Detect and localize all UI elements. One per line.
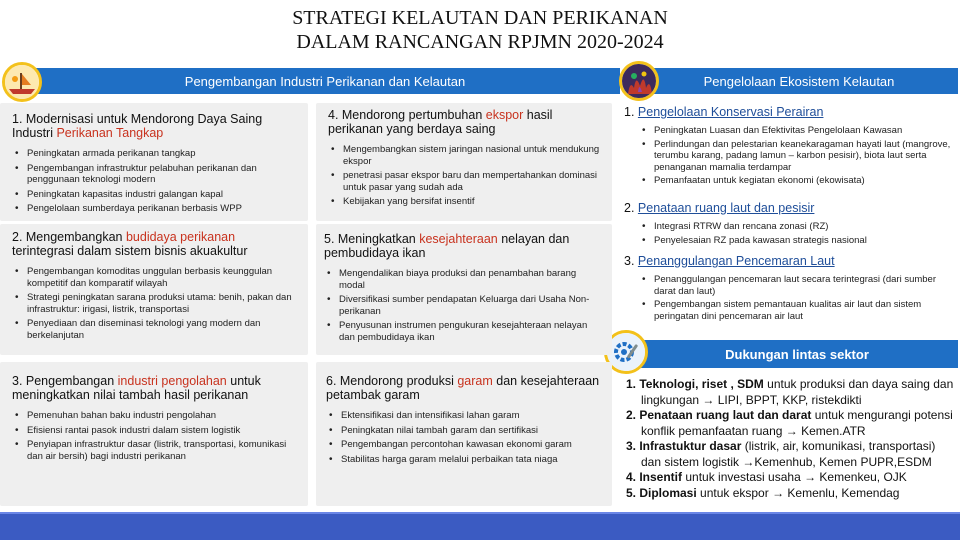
strategy-3-heading: 3. Pengembangan industri pengolahan untuk meningkatkan nilai tambah hasil perikanan — [12, 374, 261, 402]
strategy-box-3 — [0, 362, 308, 506]
dukungan-item: 2. Penataan ruang laut dan darat untuk mengurangi potensi konflik pemanfaatan ruang → Kemen.ATR — [626, 408, 953, 438]
list-item: • Ektensifikasi dan intensifikasi lahan garam — [326, 410, 604, 422]
list-item: • Mengendalikan biaya produksi dan penambahan barang modal — [324, 268, 604, 291]
strategy-box-2 — [0, 224, 308, 355]
ekosistem-section-3 — [624, 254, 960, 324]
strategy-6-heading: 6. Mendorong produksi garam dan kesejahteraan petambak garam — [326, 374, 600, 402]
strategy-4-heading: 4. Mendorong pertumbuhan ekspor hasil perikanan yang berdaya saing — [328, 108, 553, 136]
banner-ekosistem: Pengelolaan Ekosistem Kelautan — [640, 68, 958, 94]
strategy-box-4 — [316, 103, 612, 221]
list-item: • Penyediaan dan diseminasi teknologi yang modern dan berkelanjutan — [12, 318, 300, 341]
dukungan-item: 1. Teknologi, riset , SDM untuk produksi dan daya saing dan lingkungan → LIPI, BPPT, KKP, ristekdikti — [626, 377, 954, 407]
list-item: • Perlindungan dan pelestarian keanekaragaman hayati laut (mangrove, terumbu karang, padang lamun – karbon pesisir), biota laut serta penanganan mamalia terdampar — [624, 139, 960, 174]
list-item: • Penanggulangan pencemaran laut secara terintegrasi (dari sumber darat dan laut) — [624, 274, 960, 297]
list-item: • Peningkatan Luasan dan Efektivitas Pengelolaan Kawasan — [624, 125, 960, 137]
dukungan-item: 3. Infrastuktur dasar (listrik, air, komunikasi, transportasi) dan sistem logistik →Kemenhub, Kemen PUPR,ESDM — [626, 439, 936, 469]
banner-dukungan: Dukungan lintas sektor — [636, 340, 958, 368]
list-item: • Penyelesaian RZ pada kawasan strategis nasional — [624, 235, 960, 247]
list-item: • Peningkatan kapasitas industri galangan kapal — [12, 189, 300, 201]
list-item: • Pemanfaatan untuk kegiatan ekonomi (ekowisata) — [624, 175, 960, 187]
dukungan-list — [626, 377, 958, 501]
list-item: • Diversifikasi sumber pendapatan Keluarga dari Usaha Non-perikanan — [324, 294, 604, 317]
strategy-2-list — [12, 266, 300, 341]
list-item: • Pengembangan komoditas unggulan berbasis keunggulan kompetitif dan komparatif wilayah — [12, 266, 300, 289]
list-item: • Pengembangan sistem pemantauan kualitas air laut dan sistem peringatan dini pencemaran air laut — [624, 299, 960, 322]
strategy-3-list — [12, 410, 300, 462]
ekosistem-1-list — [624, 125, 960, 187]
strategy-4-list — [328, 144, 604, 208]
strategy-box-5 — [316, 224, 612, 355]
ekosistem-3-list — [624, 274, 960, 322]
ekosistem-section-1 — [624, 105, 960, 189]
fishing-boat-icon — [2, 62, 42, 102]
ekosistem-3-heading: 3. Penanggulangan Pencemaran Laut — [624, 254, 835, 268]
banner-industri: Pengembangan Industri Perikanan dan Kelautan — [30, 68, 620, 94]
title-line-2: DALAM RANCANGAN RPJMN 2020-2024 — [296, 31, 664, 53]
strategy-1-heading: 1. Modernisasi untuk Mendorong Daya Saing Industri Perikanan Tangkap — [12, 112, 263, 140]
list-item: • Kebijakan yang bersifat insentif — [328, 196, 604, 208]
ekosistem-section-2 — [624, 201, 960, 248]
ekosistem-2-heading: 2. Penataan ruang laut dan pesisir — [624, 201, 815, 215]
strategy-box-1 — [0, 103, 308, 221]
list-item: • Pengembangan infrastruktur pelabuhan perikanan dan penggunaan teknologi modern — [12, 163, 300, 186]
page-title — [0, 6, 960, 54]
strategy-5-heading: 5. Meningkatkan kesejahteraan nelayan dan pembudidaya ikan — [324, 232, 570, 260]
dukungan-item: 5. Diplomasi untuk ekspor → Kemenlu, Kemendag — [626, 485, 900, 500]
list-item: • Peningkatan nilai tambah garam dan sertifikasi — [326, 425, 604, 437]
ekosistem-1-heading: 1. Pengelolaan Konservasi Perairan — [624, 105, 824, 119]
list-item: • Efisiensi rantai pasok industri dalam sistem logistik — [12, 425, 300, 437]
list-item: • Penyusunan instrumen pengukuran kesejahteraan nelayan dan pembudidaya ikan — [324, 320, 604, 343]
dukungan-item: 4. Insentif untuk investasi usaha → Kemenkeu, OJK — [626, 470, 907, 484]
list-item: • Pemenuhan bahan baku industri pengolahan — [12, 410, 300, 422]
strategy-1-list — [12, 148, 300, 215]
list-item: • Stabilitas harga garam melalui perbaikan tata niaga — [326, 454, 604, 466]
ekosistem-2-list — [624, 221, 960, 246]
list-item: • Integrasi RTRW dan rencana zonasi (RZ) — [624, 221, 960, 233]
list-item: • penetrasi pasar ekspor baru dan mempertahankan dominasi untuk pasar yang sudah ada — [328, 170, 604, 193]
footer-bar — [0, 512, 960, 540]
list-item: • Pengelolaan sumberdaya perikanan berbasis WPP — [12, 203, 300, 215]
list-item: • Mengembangkan sistem jaringan nasional untuk mendukung ekspor — [328, 144, 604, 167]
strategy-2-heading: 2. Mengembangkan budidaya perikanan terintegrasi dalam sistem bisnis akuakultur — [12, 230, 248, 258]
list-item: • Peningkatan armada perikanan tangkap — [12, 148, 300, 160]
strategy-5-list — [324, 268, 604, 343]
list-item: • Penyiapan infrastruktur dasar (listrik, transportasi, komunikasi dan air bersih) bagi industri perikanan — [12, 439, 300, 462]
coral-reef-icon — [619, 61, 659, 101]
list-item: • Pengembangan percontohan kawasan ekonomi garam — [326, 439, 604, 451]
strategy-box-6 — [316, 362, 612, 506]
strategy-6-list — [326, 410, 604, 465]
title-line-1: STRATEGI KELAUTAN DAN PERIKANAN — [292, 7, 668, 29]
list-item: • Strategi peningkatan sarana produksi utama: benih, pakan dan infrastruktur: irigasi, listrik, transportasi — [12, 292, 300, 315]
